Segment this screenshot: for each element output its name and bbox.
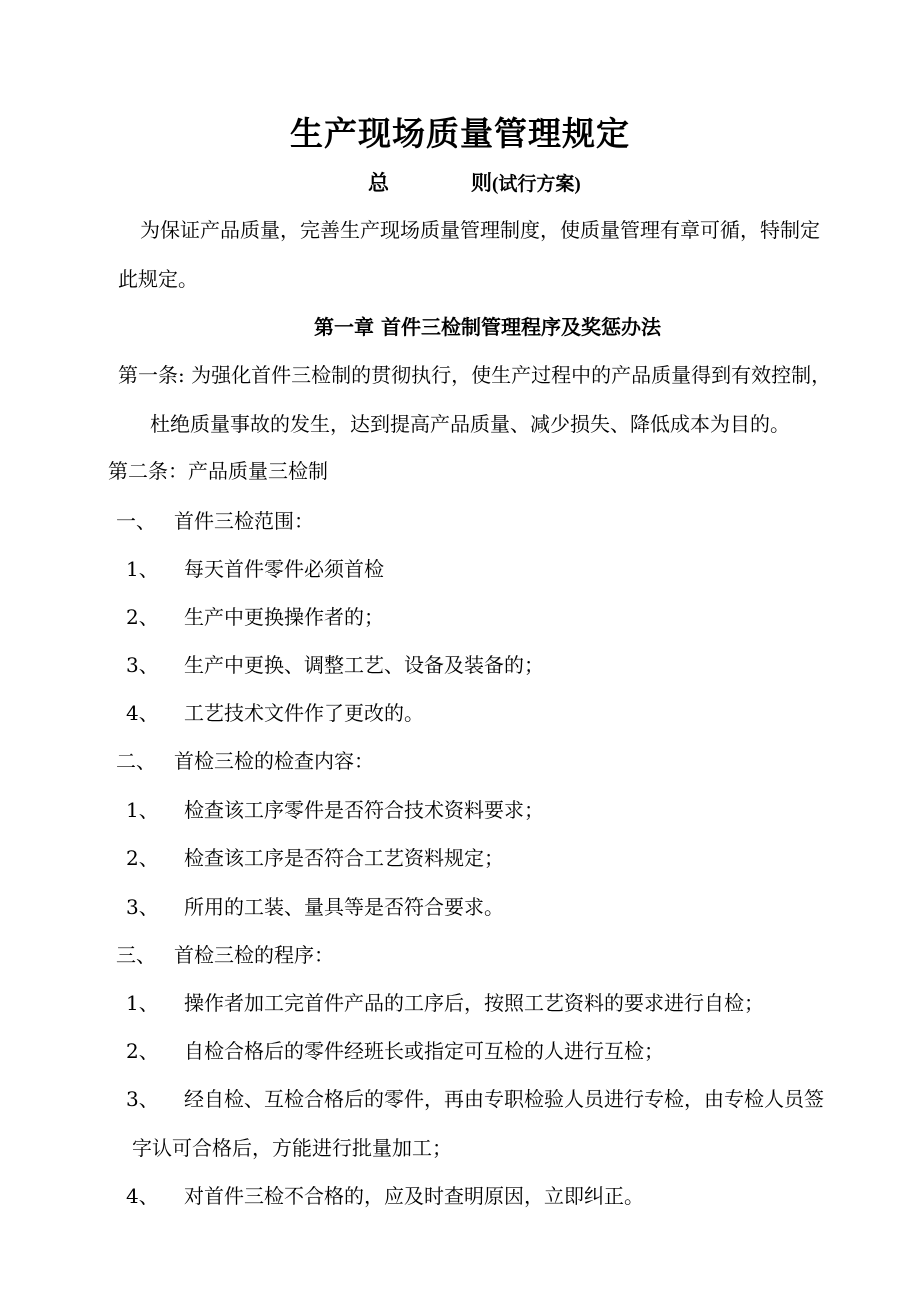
item-num: 1、 bbox=[126, 557, 159, 581]
item-text: 对首件三检不合格的，应及时查明原因，立即纠正。 bbox=[184, 1184, 644, 1208]
section-3-num: 三、 bbox=[116, 943, 156, 967]
section-1-heading bbox=[116, 507, 314, 535]
item-text: 所用的工装、量具等是否符合要求。 bbox=[184, 895, 504, 919]
intro-line-2: 此规定。 bbox=[118, 267, 198, 291]
item-text: 每天首件零件必须首检 bbox=[184, 557, 384, 581]
section-3-item-continuation: 字认可合格后，方能进行批量加工； bbox=[132, 1136, 452, 1160]
item-num: 3、 bbox=[126, 1087, 159, 1111]
item-text: 经自检、互检合格后的零件，再由专职检验人员进行专检，由专检人员签 bbox=[184, 1087, 824, 1111]
section-3-item bbox=[126, 989, 764, 1017]
item-text: 操作者加工完首件产品的工序后，按照工艺资料的要求进行自检； bbox=[184, 991, 764, 1015]
section-1-item bbox=[126, 603, 384, 631]
item-num: 1、 bbox=[126, 991, 159, 1015]
section-1-item bbox=[126, 555, 384, 583]
item-num: 3、 bbox=[126, 653, 159, 677]
article-1-line-1: 第一条: 为强化首件三检制的贯彻执行，使生产过程中的产品质量得到有效控制， bbox=[118, 363, 832, 387]
section-3-heading bbox=[116, 941, 334, 969]
section-3-title: 首检三检的程序： bbox=[174, 943, 334, 967]
section-1-num: 一、 bbox=[116, 509, 156, 533]
section-2-item bbox=[126, 844, 504, 872]
subtitle-left: 总 bbox=[368, 170, 389, 195]
section-3-item bbox=[126, 1085, 824, 1113]
section-3-item bbox=[126, 1182, 644, 1210]
item-text: 生产中更换操作者的； bbox=[184, 605, 384, 629]
item-num: 4、 bbox=[126, 1184, 159, 1208]
item-num: 3、 bbox=[126, 895, 159, 919]
section-2-num: 二、 bbox=[116, 749, 156, 773]
item-text: 自检合格后的零件经班长或指定可互检的人进行互检； bbox=[184, 1039, 664, 1063]
section-2-title: 首检三检的检查内容： bbox=[174, 749, 374, 773]
article-2-heading: 第二条：产品质量三检制 bbox=[108, 459, 328, 483]
general-provisions-heading bbox=[368, 168, 581, 200]
section-1-item bbox=[126, 699, 424, 727]
item-num: 1、 bbox=[126, 798, 159, 822]
section-1-item bbox=[126, 651, 544, 679]
subtitle-note: (试行方案) bbox=[492, 174, 581, 195]
document-title: 生产现场质量管理规定 bbox=[290, 114, 630, 153]
section-3-item bbox=[126, 1037, 664, 1065]
item-text: 工艺技术文件作了更改的。 bbox=[184, 701, 424, 725]
item-num: 4、 bbox=[126, 701, 159, 725]
item-num: 2、 bbox=[126, 1039, 159, 1063]
chapter-1-heading: 第一章 首件三检制管理程序及奖惩办法 bbox=[314, 315, 661, 339]
intro-line-1: 为保证产品质量，完善生产现场质量管理制度，使质量管理有章可循，特制定 bbox=[140, 218, 820, 242]
item-text: 生产中更换、调整工艺、设备及装备的； bbox=[184, 653, 544, 677]
item-num: 2、 bbox=[126, 605, 159, 629]
section-2-item bbox=[126, 796, 544, 824]
item-text: 检查该工序零件是否符合技术资料要求； bbox=[184, 798, 544, 822]
item-num: 2、 bbox=[126, 846, 159, 870]
section-1-title: 首件三检范围： bbox=[174, 509, 314, 533]
section-2-item bbox=[126, 893, 504, 921]
section-2-heading bbox=[116, 747, 374, 775]
item-text: 检查该工序是否符合工艺资料规定； bbox=[184, 846, 504, 870]
article-1-line-2: 杜绝质量事故的发生，达到提高产品质量、减少损失、降低成本为目的。 bbox=[150, 412, 790, 436]
subtitle-right: 则 bbox=[471, 170, 492, 195]
